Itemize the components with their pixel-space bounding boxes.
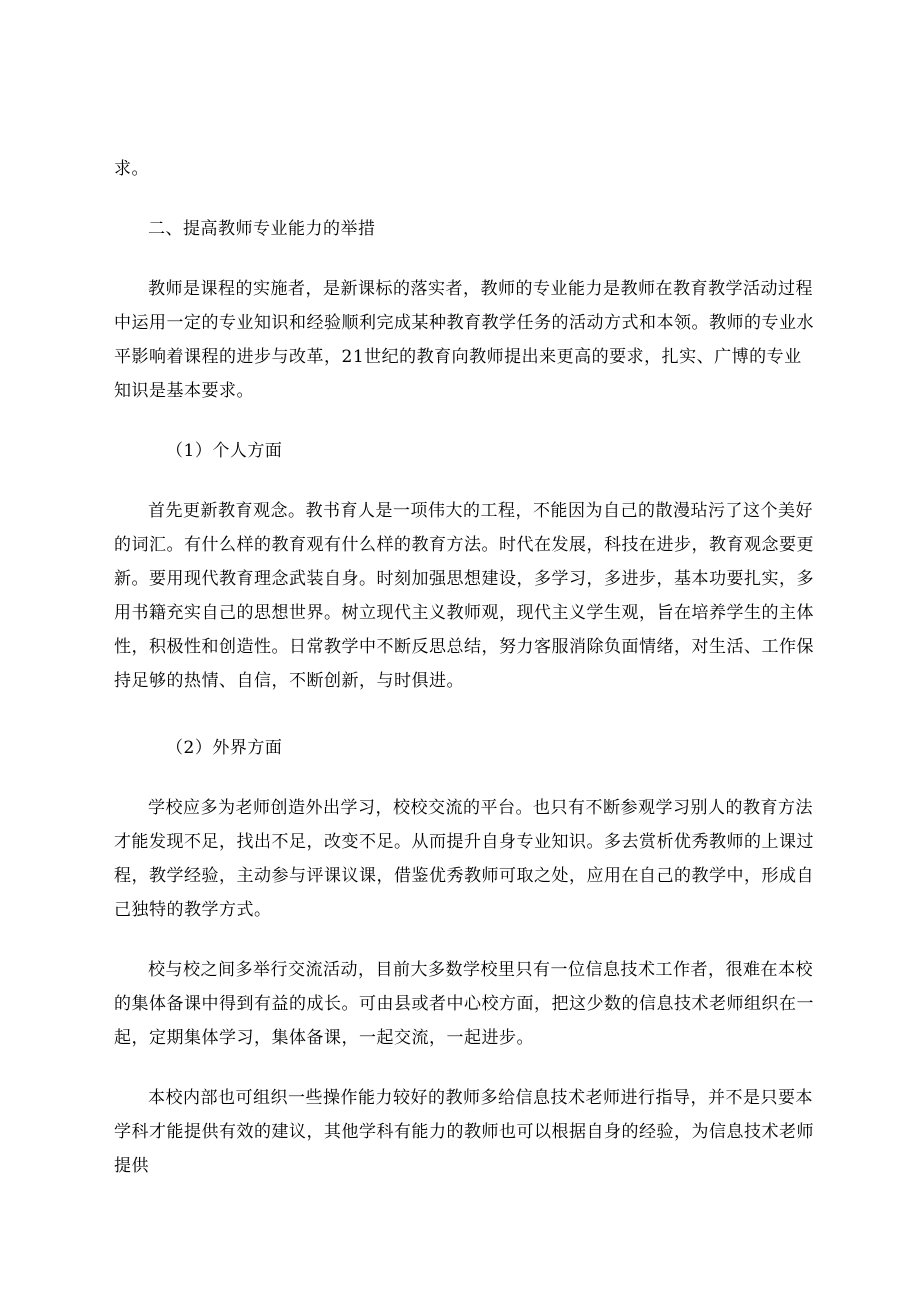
external-paragraph-3: 本校内部也可组织一些操作能力较好的教师多给信息技术老师进行指导，并不是只要本学科才能提供有效的建议，其他学科有能力的教师也可以根据自身的经验，为信息技术老师提供 bbox=[114, 1088, 814, 1176]
external-paragraph-1: 学校应多为老师创造外出学习，校校交流的平台。也只有不断参观学习别人的教育方法才能发现不足，找出不足，改变不足。从而提升自身专业知识。多去赏析优秀教师的上课过程，教学经验，主动参与评课议课，借鉴优秀教师可取之处，应用在自己的教学中，形成自己独特的教学方式。 bbox=[114, 798, 814, 920]
continuation-text: 求。 bbox=[114, 159, 149, 179]
personal-paragraph: 首先更新教育观念。教书育人是一项伟大的工程，不能因为自己的散漫玷污了这个美好的词汇。有什么样的教育观有什么样的教育方法。时代在发展，科技在进步，教育观念要更新。要用现代教育理念武装自身。时刻加强思想建设，多学习，多进步，基本功要扎实，多用书籍充实自己的思想世界。树立现代主义教师观，现代主义学生观，旨在培养学生的主体性，积极性和创造性。日常教学中不断反思总结，努力客服消除负面情绪，对生活、工作保持足够的热情、自信，不断创新，与时俱进。 bbox=[114, 501, 814, 691]
external-paragraph-2: 校与校之间多举行交流活动，目前大多数学校里只有一位信息技术工作者，很难在本校的集体备课中得到有益的成长。可由县或者中心校方面，把这少数的信息技术老师组织在一起，定期集体学习，集体备课，一起交流，一起进步。 bbox=[114, 960, 814, 1048]
subsection-heading-external: （2）外界方面 bbox=[166, 738, 283, 758]
subsection-heading-personal: （1）个人方面 bbox=[166, 441, 283, 461]
intro-paragraph: 教师是课程的实施者，是新课标的落实者，教师的专业能力是教师在教育教学活动过程中运用一定的专业知识和经验顺利完成某种教育教学任务的活动方式和本领。教师的专业水平影响着课程的进步与改革，21世纪的教育向教师提出来更高的要求，扎实、广博的专业知识是基本要求。 bbox=[114, 279, 814, 401]
section-heading: 二、提高教师专业能力的举措 bbox=[148, 219, 376, 239]
